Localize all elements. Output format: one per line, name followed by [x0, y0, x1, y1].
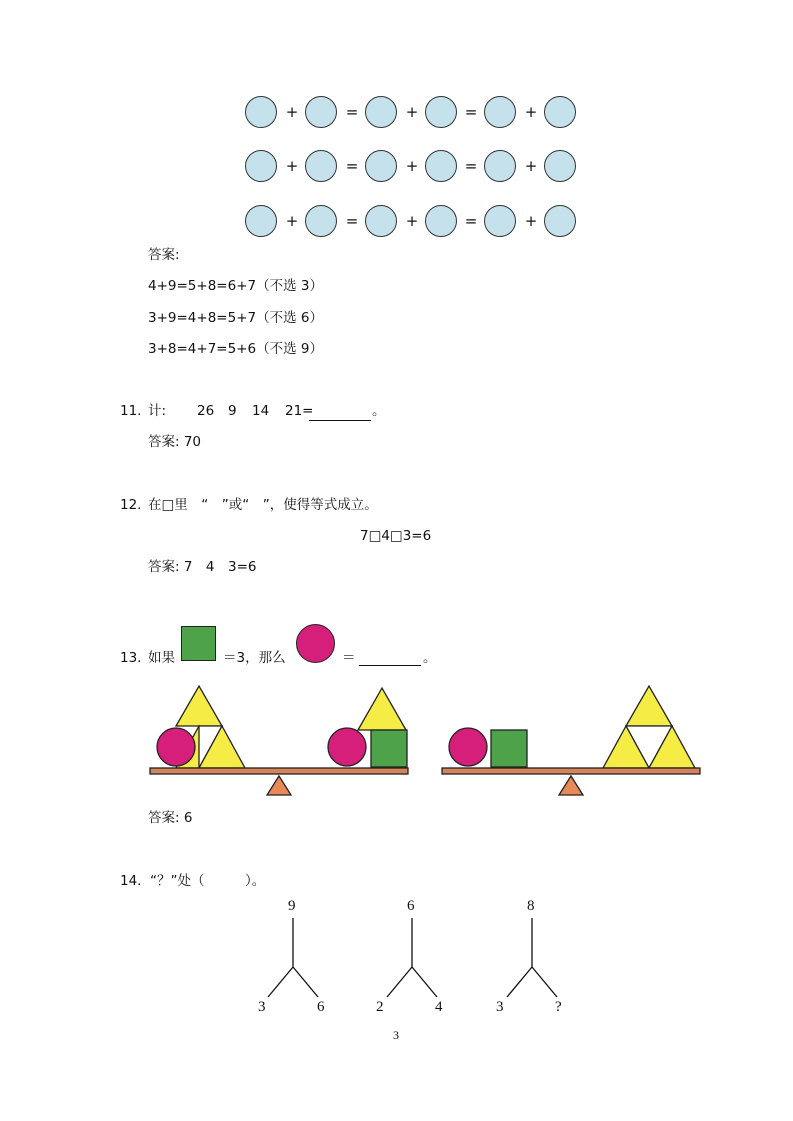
term-2: 9 — [228, 403, 237, 419]
question-number: 14. — [120, 873, 142, 889]
answer-line-3: 3+8=4+7=5+6（不选 9） — [148, 341, 323, 357]
plus-sign: + — [524, 157, 538, 175]
answer-text: 答案: 70 — [148, 434, 202, 450]
plus-sign: + — [405, 157, 419, 175]
plus-sign: + — [524, 212, 538, 230]
question-number: 12. — [120, 497, 142, 513]
term-1: 26 — [197, 403, 215, 419]
question-mid: ＝3，那么 — [223, 650, 286, 666]
answer-line-1: 4+9=5+8=6+7（不选 3） — [148, 278, 323, 294]
equals-sign: = — [464, 103, 478, 121]
tree-lines — [268, 918, 318, 997]
tree-top: 8 — [527, 898, 535, 914]
question-number: 11. — [120, 403, 142, 419]
plus-sign: + — [285, 212, 299, 230]
equals-sign: = — [464, 157, 478, 175]
answer-text: 答案: 6 — [148, 810, 193, 826]
plus-sign: + — [524, 103, 538, 121]
equals-sign: = — [464, 212, 478, 230]
tree-left: 3 — [258, 999, 266, 1015]
answer-line-2: 3+9=4+8=5+7（不选 6） — [148, 310, 323, 326]
question-eq: ＝ — [342, 650, 356, 666]
equals-sign: = — [345, 212, 359, 230]
tree-right: 4 — [435, 999, 443, 1015]
tree-lines — [387, 918, 437, 997]
question-prompt: 在□里 “ ”或“ ”，使得等式成立。 — [148, 497, 378, 513]
plus-sign: + — [285, 103, 299, 121]
tree-left: 2 — [376, 999, 384, 1015]
question-number: 13. — [120, 650, 142, 666]
term-3: 14 — [252, 403, 270, 419]
tree-lines — [507, 918, 557, 997]
plus-sign: + — [405, 103, 419, 121]
equals-sign: = — [345, 157, 359, 175]
equation: 7□4□3=6 — [360, 528, 432, 544]
tree-top: 6 — [407, 898, 415, 914]
question-prompt: 计: — [148, 403, 167, 419]
question-suffix: 。 — [372, 403, 386, 419]
tree-unknown: ? — [555, 999, 562, 1015]
question-prompt: “？”处（ ）。 — [150, 873, 266, 889]
plus-sign: + — [405, 212, 419, 230]
answer-label: 答案: — [148, 247, 180, 263]
answer-text: 答案: 7 4 3=6 — [148, 559, 257, 575]
tree-left: 3 — [496, 999, 504, 1015]
question-suffix: 。 — [423, 650, 437, 666]
page-number: 3 — [393, 1028, 399, 1042]
tree-top: 9 — [288, 898, 296, 914]
equals-sign: = — [345, 103, 359, 121]
plus-sign: + — [285, 157, 299, 175]
question-lead: 如果 — [148, 650, 175, 666]
term-4: 21= — [285, 403, 314, 419]
tree-right: 6 — [317, 999, 325, 1015]
